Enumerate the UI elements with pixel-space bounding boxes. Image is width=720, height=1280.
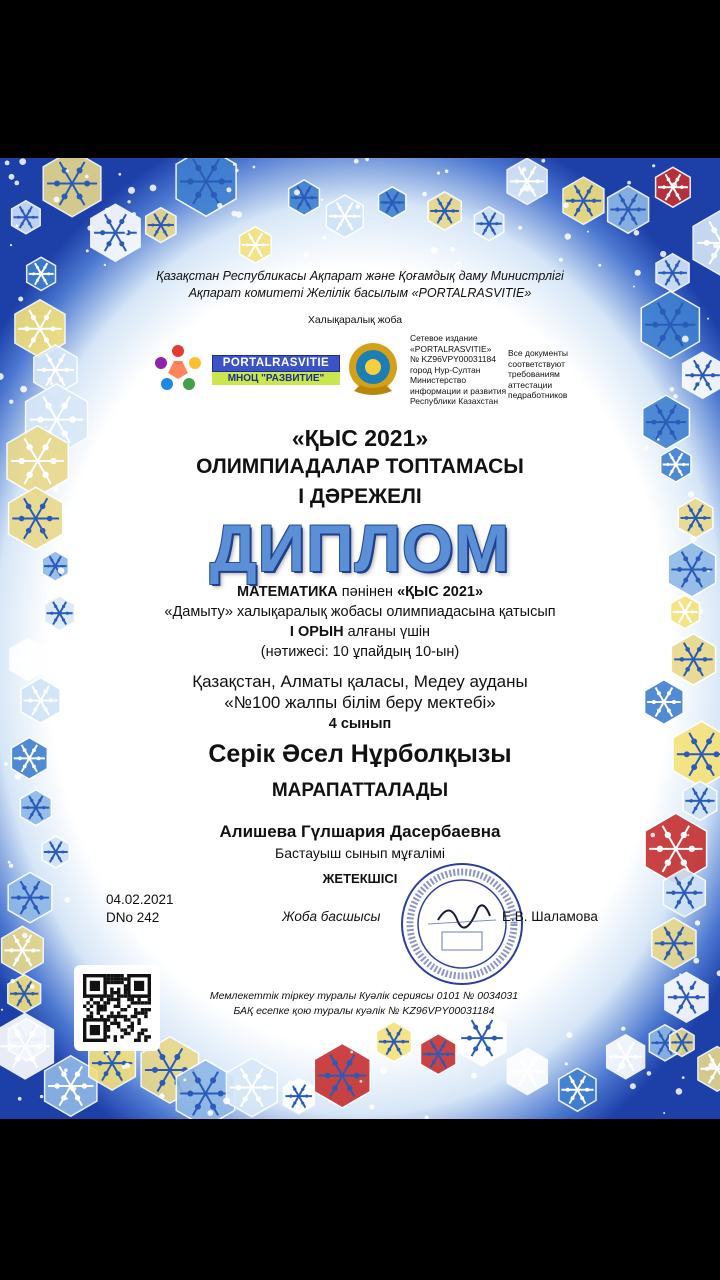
snow-dot	[437, 172, 440, 175]
snow-dot	[66, 169, 69, 172]
snow-dot	[89, 805, 96, 812]
snow-dot	[8, 861, 11, 864]
snow-dot	[445, 169, 449, 173]
snow-dot	[696, 378, 701, 383]
snow-dot	[294, 189, 300, 195]
snow-dot	[14, 181, 19, 186]
snow-dot	[30, 984, 35, 989]
snow-dot	[19, 158, 26, 165]
network-info	[410, 333, 510, 407]
grade: 4 сынып	[328, 716, 392, 732]
snow-dot	[70, 1085, 76, 1091]
snow-dot	[125, 230, 128, 233]
snow-dot	[524, 185, 531, 192]
snow-dot	[350, 1051, 353, 1054]
snow-dot	[619, 1063, 625, 1069]
snow-dot	[565, 1062, 568, 1065]
award-text: МАРАПАТТАЛАДЫ	[271, 780, 449, 801]
snow-dot	[455, 262, 462, 269]
snow-dot	[20, 386, 27, 393]
snowflake-hexagon	[43, 158, 101, 217]
student-name: Серік Әсел Нұрболқызы	[208, 740, 512, 768]
snow-dot	[86, 249, 89, 252]
snow-dot	[647, 1071, 652, 1076]
snow-dot	[85, 175, 89, 179]
snow-dot	[304, 252, 309, 257]
snow-dot	[124, 1063, 130, 1069]
participation-line: «Дамыту» халықаралық жобасы олимпиадасына қатысып	[164, 604, 556, 620]
network-info-line: «PORTALRASVITIE»	[410, 343, 492, 354]
network-info-line: город Нур-Султан	[410, 364, 481, 375]
snow-dot	[673, 394, 677, 398]
snow-dot	[118, 173, 121, 176]
stamp-seal-icon	[398, 860, 526, 988]
snow-dot	[365, 158, 369, 161]
snow-dot	[531, 1063, 534, 1066]
portal-logo-text: PORTALRASVITIE	[212, 355, 340, 372]
snow-dot	[559, 258, 563, 262]
diploma-number: DNo 242	[106, 910, 160, 925]
snow-dot	[422, 192, 427, 197]
snow-dot	[598, 264, 601, 267]
snow-dot	[132, 212, 136, 216]
snow-dot	[50, 382, 53, 385]
snow-dot	[360, 1080, 363, 1083]
snow-dot	[682, 1076, 685, 1079]
snow-dot	[679, 973, 681, 975]
documents-info-line: педработников	[508, 390, 568, 400]
snow-dot	[540, 195, 542, 197]
place-line	[0, 624, 720, 640]
snow-dot	[652, 164, 655, 167]
snow-dot	[5, 161, 10, 166]
snow-dot	[65, 897, 71, 903]
event-name: «ҚЫС 2021»	[397, 584, 484, 600]
snow-dot	[1, 1009, 3, 1011]
snow-dot	[64, 1068, 68, 1072]
season-title: «ҚЫС 2021»	[291, 425, 429, 451]
snow-dot	[40, 1095, 43, 1098]
ministry-line-2: Ақпарат комитеті Желілік басылым «PORTALRASVITIE»	[188, 286, 532, 300]
snow-dot	[669, 387, 674, 392]
snow-dot	[9, 864, 13, 868]
subject-name: МАТЕМАТИКА	[236, 584, 338, 600]
head-label: Жоба басшысы	[282, 909, 381, 924]
snow-dot	[630, 1083, 636, 1089]
snow-dot	[105, 208, 110, 213]
snow-dot	[565, 233, 571, 239]
snow-dot	[323, 236, 327, 240]
snow-dot	[127, 200, 130, 203]
school-name: «№100 жалпы білім беру мектебі»	[224, 693, 496, 712]
documents-info-line: соответствуют	[508, 358, 565, 369]
network-info-line: Сетевое издание	[410, 333, 478, 343]
network-info-line: Республики Казахстан	[410, 396, 499, 406]
snow-dot	[9, 174, 15, 180]
snow-dot	[708, 1062, 715, 1069]
snow-dot	[236, 211, 243, 218]
portal-logo	[212, 355, 340, 385]
snow-dot	[66, 1098, 68, 1100]
snow-dot	[682, 336, 689, 343]
snow-dot	[223, 1097, 230, 1104]
network-info-line: информации и развития	[410, 385, 507, 396]
snow-dot	[541, 159, 545, 163]
snow-dot	[9, 400, 13, 404]
snow-dot	[0, 373, 4, 380]
snow-dot	[10, 979, 15, 984]
result-line: (нәтижесі: 10 ұпайдың 10-ын)	[260, 644, 460, 660]
people-circle-logo	[150, 341, 206, 397]
snow-dot	[431, 247, 438, 254]
snow-dot	[518, 226, 522, 230]
snow-dot	[676, 1088, 683, 1095]
snow-dot	[354, 159, 359, 164]
snow-dot	[717, 970, 720, 976]
snow-dot	[253, 166, 256, 169]
snow-dot	[128, 187, 135, 194]
snow-dot	[10, 244, 12, 246]
documents-info	[508, 348, 588, 401]
snow-dot	[566, 1032, 572, 1038]
ministry-line-1: Қазақстан Республикасы Ақпарат және Қоғамдық даму Министрлігі	[156, 269, 564, 283]
logo-row	[150, 333, 580, 428]
snow-dot	[15, 224, 18, 227]
documents-info-line: требованиям	[508, 369, 560, 379]
teacher-position: Бастауыш сынып мұғалімі	[275, 845, 445, 861]
snow-dot	[233, 163, 236, 166]
degree-title: І ДӘРЕЖЕЛІ	[298, 485, 422, 508]
network-info-line: Министерство	[410, 375, 467, 385]
subject-line	[0, 584, 720, 600]
snow-dot	[450, 247, 455, 252]
snow-dot	[693, 958, 699, 964]
teacher-name: Алишева Гүлшария Дасербаевна	[219, 822, 501, 841]
snow-dot	[522, 167, 526, 171]
documents-info-line: Все документы	[508, 348, 568, 358]
snow-dot	[87, 226, 92, 231]
registration-line-2: БАҚ есепке қою туралы куәлік № KZ96VPY00031184	[233, 1005, 495, 1017]
documents-info-line: аттестации	[508, 379, 553, 390]
state-emblem-icon	[346, 339, 400, 399]
series-title: ОЛИМПИАДАЛАР ТОПТАМАСЫ	[196, 455, 524, 478]
snow-dot	[106, 1052, 109, 1055]
snow-dot	[150, 185, 157, 192]
snow-dot	[355, 204, 360, 209]
snow-dot	[587, 231, 589, 233]
snow-dot	[663, 1112, 665, 1114]
snow-dot	[54, 197, 60, 203]
snow-dot	[671, 182, 677, 188]
snow-dot	[369, 1104, 374, 1109]
snow-dot	[425, 1115, 429, 1119]
snow-dot	[471, 1073, 477, 1079]
supervisor-label: ЖЕТЕКШІСІ	[322, 871, 398, 886]
snow-dot	[634, 230, 640, 236]
snow-dot	[14, 773, 21, 780]
snow-dot	[380, 1067, 387, 1074]
snow-dot	[18, 1097, 22, 1101]
snow-dot	[627, 181, 631, 185]
snow-dot	[217, 203, 222, 208]
snowflake-hexagon	[176, 158, 236, 216]
snow-dot	[183, 1079, 186, 1082]
head-name: Е.В. Шаламова	[502, 909, 598, 924]
snow-dot	[713, 243, 719, 249]
snow-dot	[288, 1081, 294, 1087]
snow-dot	[695, 920, 700, 925]
issue-date: 04.02.2021	[106, 892, 174, 907]
snow-dot	[104, 264, 106, 266]
snow-dot	[22, 933, 28, 939]
portal-logo-sub: МНОЦ "РАЗВИТИЕ"	[212, 372, 340, 385]
registration-line-1: Мемлекеттік тіркеу туралы Куәлік сериясы 0101 № 0034031	[209, 990, 519, 1002]
snow-dot	[207, 1110, 213, 1116]
subject-suffix: пәнінен	[337, 584, 398, 600]
network-info-line: № KZ96VPY00031184	[410, 354, 496, 364]
project-type: Халықаралық жоба	[307, 314, 403, 326]
place: І ОРЫН	[289, 624, 344, 640]
snow-dot	[563, 202, 569, 208]
snow-dot	[621, 1027, 625, 1031]
diploma-title: ДИПЛОМ	[209, 511, 511, 585]
place-suffix: алғаны үшін	[343, 624, 431, 640]
snow-dot	[235, 169, 239, 173]
snow-dot	[660, 251, 666, 257]
snow-dot	[159, 1093, 164, 1098]
snow-dot	[321, 199, 323, 201]
school-location: Қазақстан, Алматы қаласы, Медеу ауданы	[192, 672, 528, 691]
diploma-certificate	[0, 158, 720, 1119]
snow-dot	[226, 187, 231, 192]
